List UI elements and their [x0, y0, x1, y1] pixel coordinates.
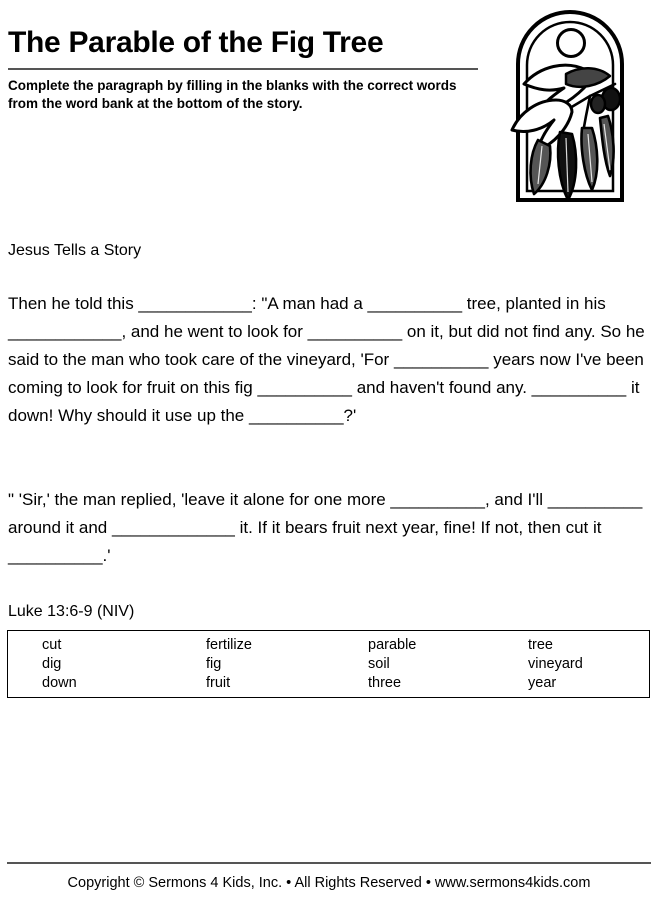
- word-bank-word: year: [528, 675, 557, 691]
- fig-branch-icon: [494, 4, 654, 204]
- story-paragraph-2: " 'Sir,' the man replied, 'leave it alone for one more __________, and I'll __________ around it and _____________ it. If it bears fruit next year, fine! If not, then cut it __________.': [8, 490, 643, 565]
- page-title: The Parable of the Fig Tree: [8, 26, 384, 59]
- title-divider: [8, 68, 478, 70]
- word-bank-word: cut: [42, 637, 62, 653]
- word-bank-word: dig: [42, 656, 62, 672]
- fig-branch-illustration: [494, 4, 654, 204]
- scripture-citation: Luke 13:6-9 (NIV): [8, 603, 135, 620]
- word-bank-word: fig: [206, 656, 222, 672]
- story-paragraph-1: Then he told this ____________: "A man had a __________ tree, planted in his ____________, and he went to look for __________ on it, but did not find any. So he said to the man who took care of the vineyard, 'For __________ years now I've been coming to look for fruit on this fig __________ and haven't found any. __________ it down! Why should it use up the __________?': [8, 294, 645, 425]
- word-bank-word: soil: [368, 656, 390, 672]
- word-bank-word: parable: [368, 637, 417, 653]
- word-bank-box: [7, 630, 650, 698]
- word-bank-word: vineyard: [528, 656, 583, 672]
- word-bank-word: down: [42, 675, 77, 691]
- instructions-text: Complete the paragraph by filling in the blanks with the correct words from the word bank at the bottom of the story.: [8, 78, 457, 111]
- footer-copyright: Copyright © Sermons 4 Kids, Inc. • All Rights Reserved • www.sermons4kids.com: [67, 875, 591, 891]
- word-bank-word: tree: [528, 637, 553, 653]
- word-bank-word: fruit: [206, 675, 231, 691]
- story-heading: Jesus Tells a Story: [8, 242, 142, 259]
- footer-divider: [7, 862, 651, 864]
- word-bank-word: fertilize: [206, 637, 252, 653]
- worksheet-header: [8, 26, 480, 113]
- word-bank-word: three: [368, 675, 402, 691]
- word-bank-grid: [42, 636, 642, 693]
